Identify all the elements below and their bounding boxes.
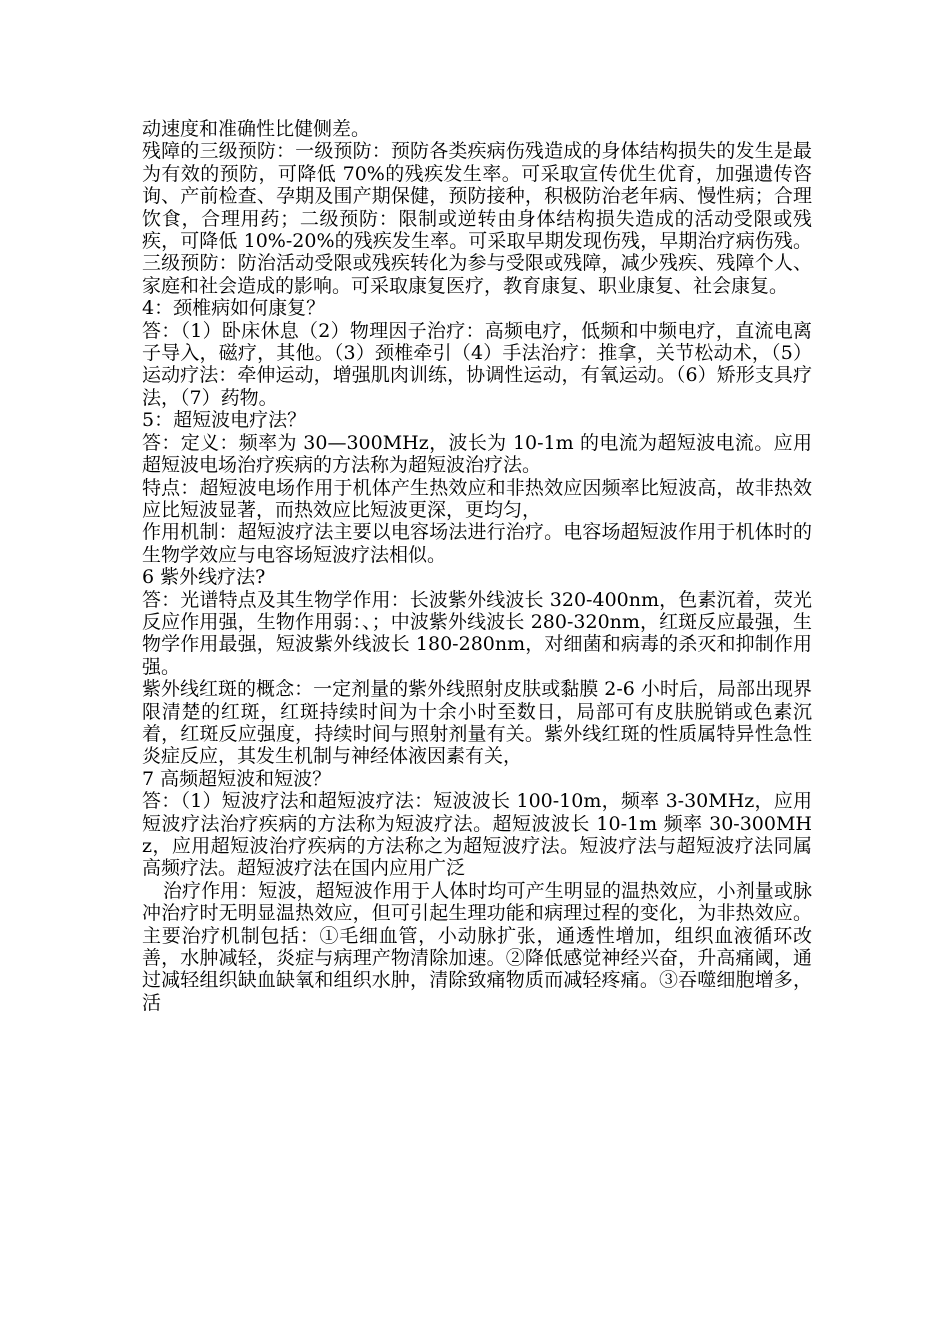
- answer-question-5-features: 特点：超短波电场作用于机体产生热效应和非热效应因频率比短波高，故非热效应比短波显著，而热效应比短波更深，更均匀，: [142, 476, 812, 521]
- heading-question-5: 5：超短波电疗法？: [142, 409, 307, 432]
- answer-question-5-mechanism: 作用机制：超短波疗法主要以电容场法进行治疗。电容场超短波作用于机体时的生物学效应与电容场短波疗法相似。: [142, 521, 812, 566]
- answer-question-7-effects: 治疗作用：短波，超短波作用于人体时均可产生明显的温热效应，小剂量或脉冲治疗时无明显温热效应，但可引起生理功能和病理过程的变化，为非热效应。主要治疗机制包括：①毛细血管，小动脉扩张，通透性增加，组织血液循环改善，水肿减轻，炎症与病理产物清除加速。②降低感觉神经兴奋，升高痛阈，通过减轻组织缺血缺氧和组织水肿，清除致痛物质而减轻疼痛。③吞噬细胞增多，活: [142, 879, 812, 1014]
- answer-question-7-methods: 答：（1）短波疗法和超短波疗法：短波波长 100-10m，频率 3-30MHz，应用短波疗法治疗疾病的方法称为短波疗法。超短波波长 10-1m 频率 30-300MHz，应用超短波治疗疾病的方法称之为超短波疗法。短波疗法与超短波疗法同属高频疗法。超短波疗法在国内应用广泛: [142, 790, 812, 880]
- heading-question-7: 7 高频超短波和短波？: [142, 767, 332, 790]
- answer-question-5-definition: 答：定义：频率为 30—300MHz，波长为 10-1m 的电流为超短波电流。应用超短波电场治疗疾病的方法称为超短波治疗法。: [142, 431, 812, 477]
- paragraph-disability-prevention: 残障的三级预防：一级预防：预防各类疾病伤残造成的身体结构损失的发生是最为有效的预防，可降低 70%的残疾发生率。可采取宣传优生优育，加强遗传咨询、产前检查、孕期及围产期保健，预防接种，积极防治老年病、慢性病；合理饮食，合理用药；二级预防：限制或逆转由身体结构损失造成的活动受限或残疾，可降低 10%-20%的残疾发生率。可采取早期发现伤残，早期治疗病伤残。三级预防：防治活动受限或残疾转化为参与受限或残障，减少残疾、残障个人、家庭和社会造成的影响。可采取康复医疗，教育康复、职业康复、社会康复。: [142, 140, 812, 297]
- document-body: [142, 118, 812, 1014]
- heading-question-4: 4：颈椎病如何康复？: [142, 297, 326, 320]
- answer-question-6-spectrum: 答：光谱特点及其生物学作用：长波紫外线波长 320-400nm，色素沉着，荧光反应作用强，生物作用弱：、；中波紫外线波长 280-320nm，红斑反应最强，生物学作用最强，短波紫外线波长 180-280nm，对细菌和病毒的杀灭和抑制作用强。: [142, 588, 812, 678]
- heading-question-6: 6 紫外线疗法?: [142, 566, 266, 589]
- answer-question-4: 答：（1）卧床休息（2）物理因子治疗：高频电疗，低频和中频电疗，直流电离子导入，磁疗，其他。（3）颈椎牵引（4）手法治疗：推拿，关节松动术，（5）运动疗法：牵伸运动，增强肌肉训练，协调性运动，有氧运动。（6）矫形支具疗法，（7）药物。: [142, 319, 812, 409]
- paragraph-continuation: 动速度和准确性比健侧差。: [142, 118, 371, 140]
- answer-question-6-erythema: 紫外线红斑的概念：一定剂量的紫外线照射皮肤或黏膜 2-6 小时后，局部出现界限清楚的红斑，红斑持续时间为十余小时至数日，局部可有皮肤脱销或色素沉着，红斑反应强度，持续时间与照射剂量有关。紫外线红斑的性质属特异性急性炎症反应，其发生机制与神经体液因素有关，: [142, 678, 812, 768]
